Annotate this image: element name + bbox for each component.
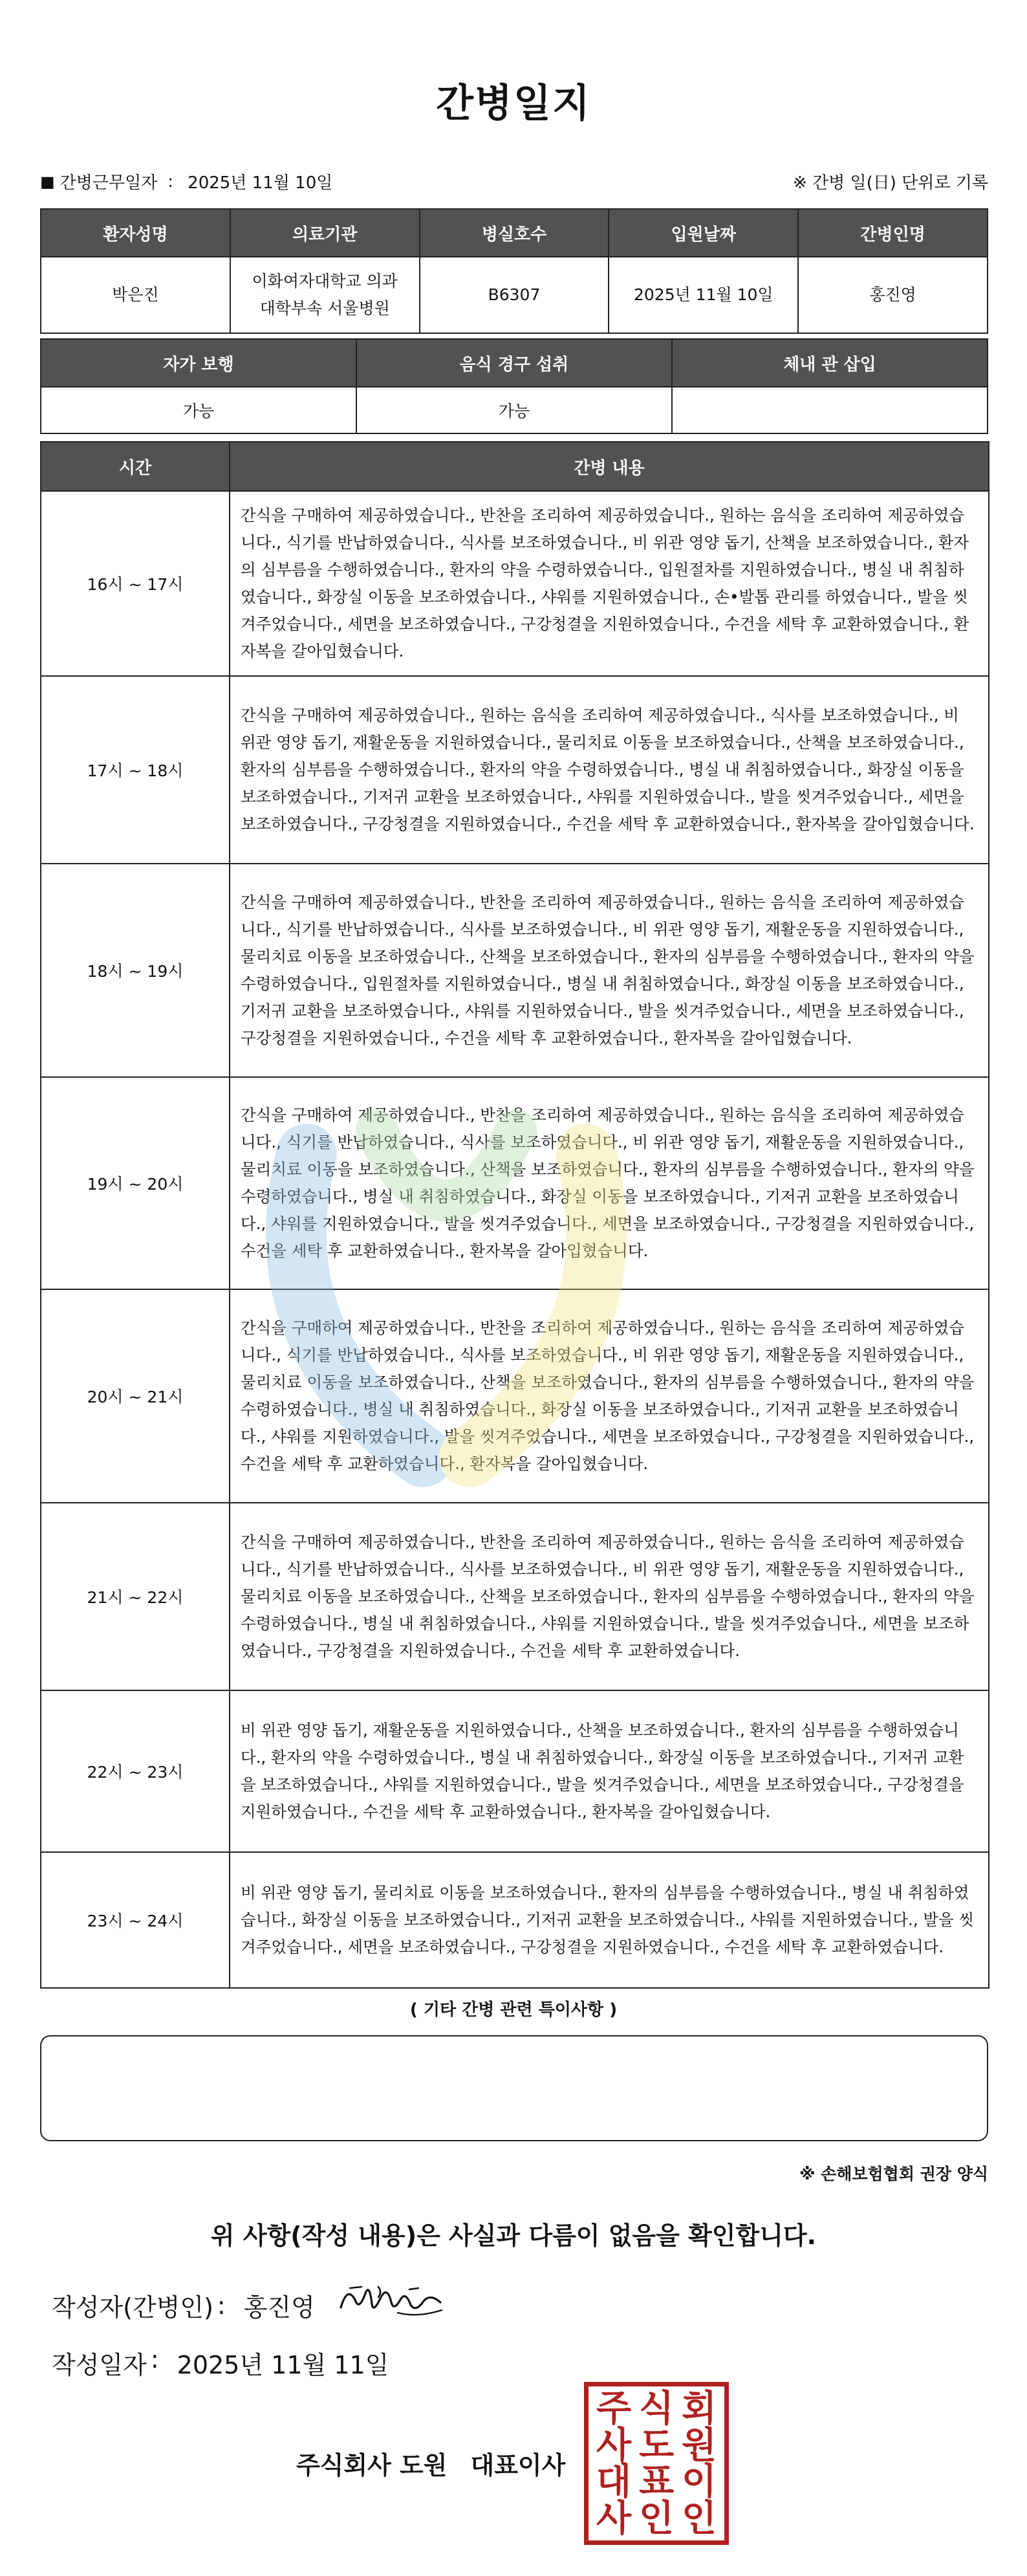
hospital-line2: 대학부속 서울병원 (259, 299, 390, 318)
work-date-group (40, 169, 332, 193)
seal-char: 주 (596, 2387, 632, 2430)
header-oral-intake: 음식 경구 섭취 (356, 339, 672, 387)
seal-char: 인 (681, 2496, 717, 2540)
care-log-content: 간식을 구매하여 제공하였습니다., 반찬을 조리하여 제공하였습니다., 원하는 음식을 조리하여 제공하였습니다., 식기를 반납하였습니다., 식사를 보조하였습니다., 비 위관 영양 돕기, 재활운동을 지원하였습니다., 물리치료 이동을 보조하였습니다., 산책을 보조하였습니다., 환자의 심부름을 수행하였습니다., 환자의 약을 수령하였습니다., 입원절차를 지원하였습니다., 병실 내 취침하였습니다., 화장실 이동을 보조하였습니다., 기저귀 교환을 보조하였습니다., 샤워를 지원하였습니다., 발을 씻겨주었습니다., 세면을 보조하였습니다., 구강청결을 지원하였습니다., 수건을 세탁 후 교환하였습니다., 환자복을 갈아입혔습니다. (230, 864, 989, 1077)
company-representative-title: 대표이사 (470, 2451, 566, 2480)
hospital-line1: 이화여자대학교 의과 (252, 272, 398, 290)
seal-char: 도 (638, 2423, 675, 2467)
oral-intake-value: 가능 (356, 387, 672, 433)
header-patient-name: 환자성명 (41, 209, 230, 257)
meta-row (40, 169, 988, 195)
care-log-time: 19시 ~ 20시 (41, 1077, 230, 1289)
header-hospital: 의료기관 (230, 209, 420, 257)
written-date-label: 작성일자 (52, 2351, 147, 2379)
header-time: 시간 (41, 442, 230, 491)
room-value: B6307 (420, 257, 609, 333)
seal-char: 사 (596, 2423, 632, 2467)
care-log-content: 간식을 구매하여 제공하였습니다., 반찬을 조리하여 제공하였습니다., 원하는 음식을 조리하여 제공하였습니다., 식기를 반납하였습니다., 식사를 보조하였습니다., 비 위관 영양 돕기, 재활운동을 지원하였습니다., 물리치료 이동을 보조하였습니다., 산책을 보조하였습니다., 환자의 심부름을 수행하였습니다., 환자의 약을 수령하였습니다., 병실 내 취침하였습니다., 화장실 이동을 보조하였습니다., 기저귀 교환을 보조하였습니다., 샤워를 지원하였습니다., 발을 씻겨주었습니다., 세면을 보조하였습니다., 구강청결을 지원하였습니다., 수건을 세탁 후 교환하였습니다., 환자복을 갈아입혔습니다. (230, 1289, 989, 1503)
care-log-table (40, 441, 989, 1989)
care-log-row (41, 864, 989, 1077)
seal-char: 표 (638, 2460, 675, 2504)
care-log-time: 18시 ~ 19시 (41, 864, 230, 1077)
care-log-content: 간식을 구매하여 제공하였습니다., 반찬을 조리하여 제공하였습니다., 원하는 음식을 조리하여 제공하였습니다., 식기를 반납하였습니다., 식사를 보조하였습니다., 비 위관 영양 돕기, 산책을 보조하였습니다., 환자의 심부름을 수행하였습니다., 환자의 약을 수령하였습니다., 입원절차를 지원하였습니다., 병실 내 취침하였습니다., 화장실 이동을 보조하였습니다., 샤워를 지원하였습니다., 손•발톱 관리를 하였습니다., 발을 씻겨주었습니다., 세면을 보조하였습니다., 구강청결을 지원하였습니다., 수건을 세탁 후 교환하였습니다., 환자복을 갈아입혔습니다. (230, 491, 989, 676)
recommend-note: ※ 손해보험협회 권장 양식 (799, 2165, 988, 2183)
company-seal-stamp (584, 2382, 729, 2545)
seal-char: 회 (681, 2387, 717, 2430)
seal-char: 사 (596, 2496, 632, 2540)
ability-header-row (41, 339, 988, 387)
header-caregiver-name: 간병인명 (798, 209, 988, 257)
caregiver-name-value: 홍진영 (798, 257, 988, 333)
header-care-content: 간병 내용 (230, 442, 989, 491)
confirmation-statement: 위 사항(작성 내용)은 사실과 다름이 없음을 확인합니다. (210, 2221, 817, 2250)
writer-name: 홍진영 (243, 2293, 315, 2322)
care-log-time: 22시 ~ 23시 (41, 1690, 230, 1852)
writer-label: 작성자(간병인) (52, 2293, 213, 2322)
care-log-row (41, 1289, 989, 1503)
care-log-content: 간식을 구매하여 제공하였습니다., 반찬을 조리하여 제공하였습니다., 원하는 음식을 조리하여 제공하였습니다., 식기를 반납하였습니다., 식사를 보조하였습니다., 비 위관 영양 돕기, 재활운동을 지원하였습니다., 물리치료 이동을 보조하였습니다., 산책을 보조하였습니다., 환자의 심부름을 수행하였습니다., 환자의 약을 수령하였습니다., 병실 내 취침하였습니다., 샤워를 지원하였습니다., 발을 씻겨주었습니다., 세면을 보조하였습니다., 구강청결을 지원하였습니다., 수건을 세탁 후 교환하였습니다. (230, 1503, 989, 1690)
header-tube-insertion: 체내 관 삽입 (672, 339, 988, 387)
special-notes-box (40, 2035, 988, 2141)
hospital-value (230, 257, 420, 333)
unit-note: ※ 간병 일(日) 단위로 기록 (792, 173, 988, 193)
care-log-time: 20시 ~ 21시 (41, 1289, 230, 1503)
care-log-row (41, 1690, 989, 1852)
seal-characters (592, 2387, 720, 2540)
special-notes-title: ( 기타 간병 관련 특이사항 ) (409, 2000, 618, 2020)
seal-char: 인 (638, 2496, 675, 2540)
seal-char: 이 (681, 2460, 717, 2504)
written-date-value: 2025년 11월 11일 (177, 2351, 389, 2379)
admission-date-value: 2025년 11월 10일 (609, 257, 798, 333)
company-name: 주식회사 도원 (296, 2451, 448, 2480)
company-signoff (296, 2445, 565, 2481)
work-date-value: 2025년 11월 10일 (188, 173, 333, 193)
writer-colon: : (217, 2291, 226, 2320)
header-self-walking: 자가 보행 (41, 339, 356, 387)
self-walking-value: 가능 (41, 387, 356, 433)
seal-char: 원 (681, 2423, 717, 2467)
written-date-row (52, 2345, 389, 2381)
work-date-label: 간병근무일자 (59, 173, 158, 193)
care-log-row (41, 1077, 989, 1289)
handwritten-signature-icon (333, 2274, 449, 2326)
care-log-time: 21시 ~ 22시 (41, 1503, 230, 1690)
care-log-row (41, 1852, 989, 1988)
care-log-time: 17시 ~ 18시 (41, 676, 230, 864)
seal-char: 대 (596, 2460, 632, 2504)
header-admission-date: 입원날짜 (609, 209, 798, 257)
written-date-colon: : (150, 2345, 159, 2374)
seal-char: 식 (638, 2387, 675, 2430)
work-date-separator: : (168, 171, 174, 191)
care-log-time: 23시 ~ 24시 (41, 1852, 230, 1988)
tube-insertion-value (672, 387, 988, 433)
care-log-row (41, 676, 989, 864)
patient-name-value: 박은진 (41, 257, 230, 333)
care-log-content: 간식을 구매하여 제공하였습니다., 원하는 음식을 조리하여 제공하였습니다., 식사를 보조하였습니다., 비 위관 영양 돕기, 재활운동을 지원하였습니다., 물리치료 이동을 보조하였습니다., 산책을 보조하였습니다., 환자의 심부름을 수행하였습니다., 환자의 약을 수령하였습니다., 병실 내 취침하였습니다., 화장실 이동을 보조하였습니다., 기저귀 교환을 보조하였습니다., 샤워를 지원하였습니다., 발을 씻겨주었습니다., 세면을 보조하였습니다., 구강청결을 지원하였습니다., 수건을 세탁 후 교환하였습니다., 환자복을 갈아입혔습니다. (230, 676, 989, 864)
care-log-content: 비 위관 영양 돕기, 물리치료 이동을 보조하였습니다., 환자의 심부름을 수행하였습니다., 병실 내 취침하였습니다., 화장실 이동을 보조하였습니다., 기저귀 교환을 보조하였습니다., 샤워를 지원하였습니다., 발을 씻겨주었습니다., 세면을 보조하였습니다., 구강청결을 지원하였습니다., 수건을 세탁 후 교환하였습니다. (230, 1852, 989, 1988)
care-log-content: 간식을 구매하여 제공하였습니다., 반찬을 조리하여 제공하였습니다., 원하는 음식을 조리하여 제공하였습니다., 식기를 반납하였습니다., 식사를 보조하였습니다., 비 위관 영양 돕기, 재활운동을 지원하였습니다., 물리치료 이동을 보조하였습니다., 산책을 보조하였습니다., 환자의 심부름을 수행하였습니다., 환자의 약을 수령하였습니다., 병실 내 취침하였습니다., 화장실 이동을 보조하였습니다., 기저귀 교환을 보조하였습니다., 샤워를 지원하였습니다., 발을 씻겨주었습니다., 세면을 보조하였습니다., 구강청결을 지원하였습니다., 수건을 세탁 후 교환하였습니다., 환자복을 갈아입혔습니다. (230, 1077, 989, 1289)
writer-row (52, 2287, 315, 2323)
care-log-header-row (41, 442, 989, 491)
care-log-time: 16시 ~ 17시 (41, 491, 230, 676)
patient-info-header-row (41, 209, 988, 257)
ability-value-row (41, 387, 988, 433)
care-log-row (41, 1503, 989, 1690)
document-title: 간병일지 (436, 81, 591, 126)
patient-info-value-row (41, 257, 988, 333)
patient-ability-table (40, 338, 988, 434)
care-log-row (41, 491, 989, 676)
header-room: 병실호수 (420, 209, 609, 257)
care-log-content: 비 위관 영양 돕기, 재활운동을 지원하였습니다., 산책을 보조하였습니다., 환자의 심부름을 수행하였습니다., 환자의 약을 수령하였습니다., 병실 내 취침하였습니다., 화장실 이동을 보조하였습니다., 기저귀 교환을 보조하였습니다., 샤워를 지원하였습니다., 발을 씻겨주었습니다., 세면을 보조하였습니다., 구강청결을 지원하였습니다., 수건을 세탁 후 교환하였습니다., 환자복을 갈아입혔습니다. (230, 1690, 989, 1852)
patient-info-table (40, 208, 988, 334)
square-bullet-icon: ■ (40, 172, 55, 191)
